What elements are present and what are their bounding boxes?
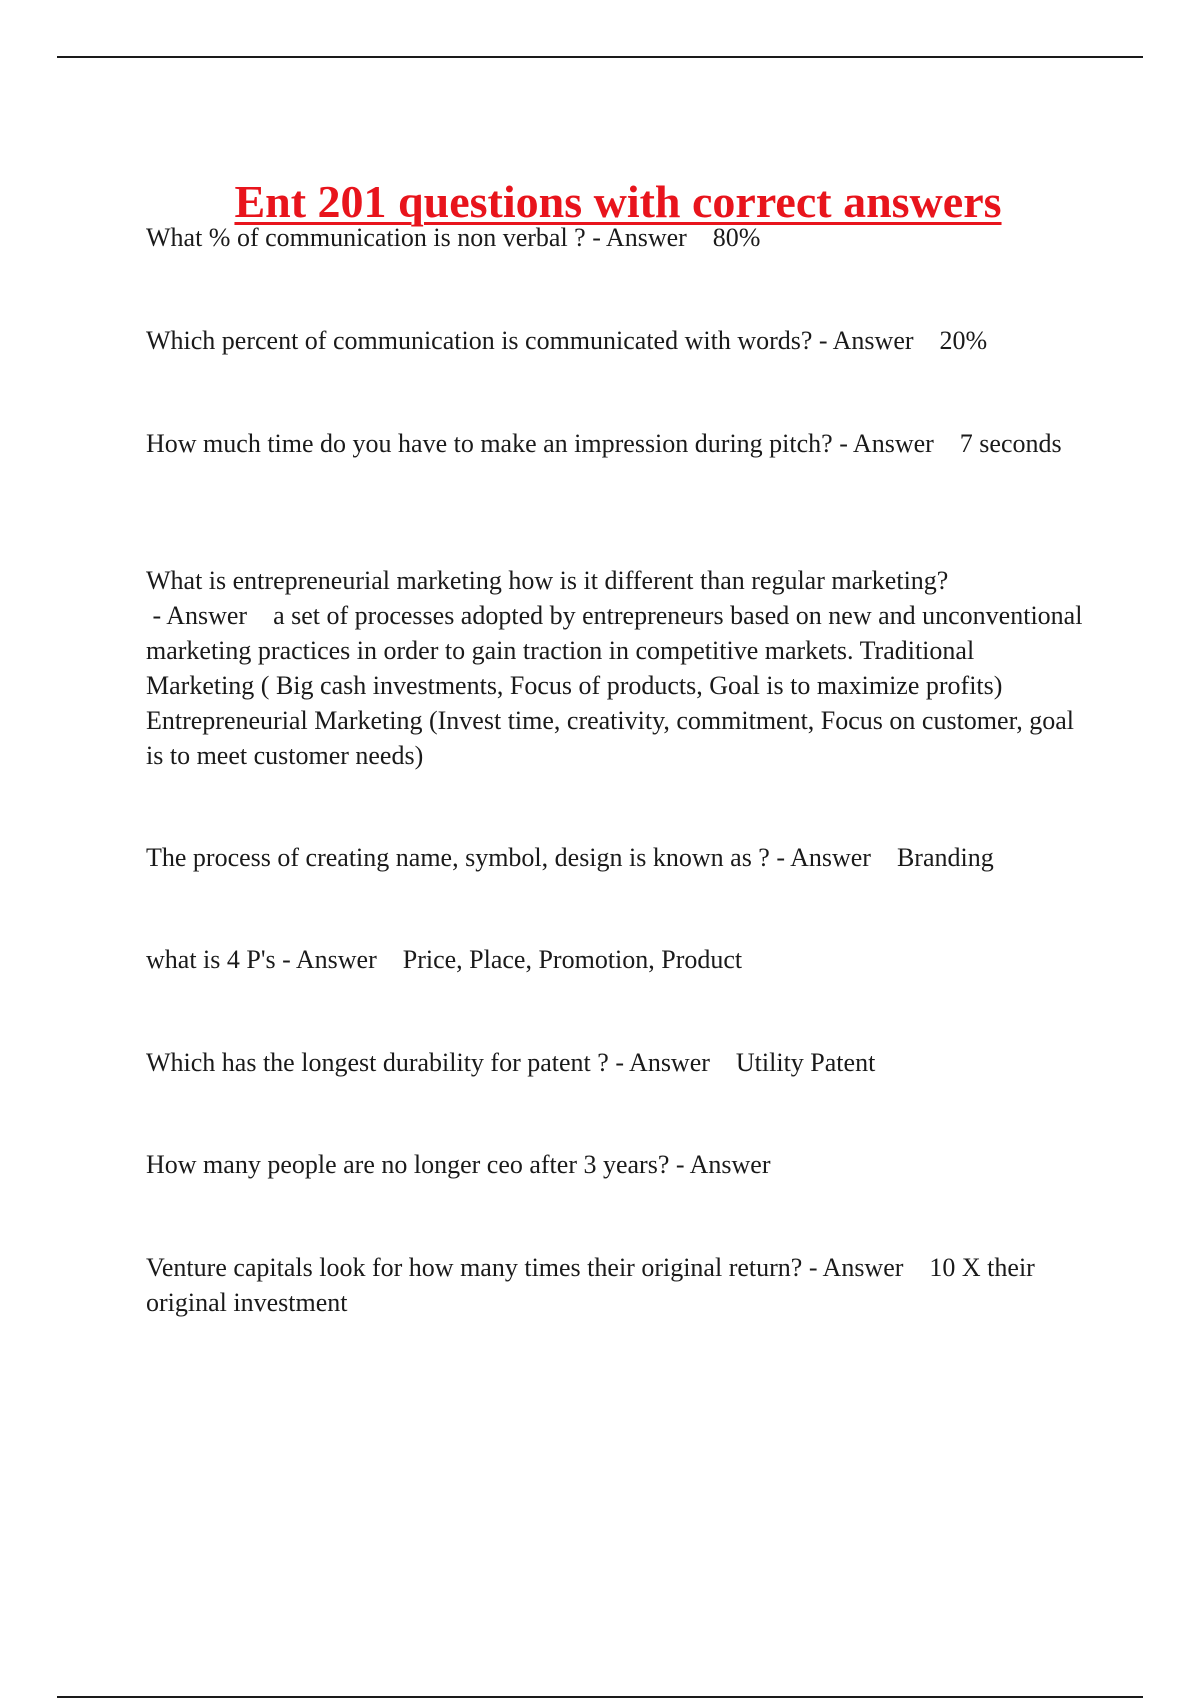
answer-separator: - Answer: [608, 1048, 736, 1077]
question-text: The process of creating name, symbol, design is known as ?: [146, 843, 770, 872]
question-text: How much time do you have to make an impression during pitch?: [146, 429, 833, 458]
answer-separator: - Answer: [812, 326, 940, 355]
question-text: Venture capitals look for how many times their original return?: [146, 1253, 803, 1282]
answer-text: 10 X their original investment: [146, 1253, 1035, 1317]
qa-item: [146, 1147, 1086, 1182]
answer-separator: - Answer: [275, 945, 403, 974]
qa-item: [146, 840, 1086, 875]
question-text: Which percent of communication is communicated with words?: [146, 326, 813, 355]
answer-separator: - Answer: [832, 429, 960, 458]
answer-text: 7 seconds: [959, 429, 1062, 458]
question-text: How many people are no longer ceo after 3 years?: [146, 1150, 670, 1179]
answer-text: 20%: [939, 326, 988, 355]
document-title: Ent 201 questions with correct answers: [234, 175, 1002, 227]
answer-separator: - Answer: [585, 223, 713, 252]
answer-text: Price, Place, Promotion, Product: [402, 945, 743, 974]
top-rule: [57, 56, 1143, 58]
qa-item: [146, 1250, 1086, 1320]
qa-item: [146, 942, 1086, 977]
answer-text: Branding: [896, 843, 994, 872]
answer-separator: - Answer: [769, 843, 897, 872]
qa-item: [146, 323, 1086, 358]
answer-text: a set of processes adopted by entrepreneurs based on new and unconventional marketing practices in order to gain traction in competitive markets. Traditional Marketing ( Big cash investments, Focus of products, Goal is to maximize profits) Entrepreneurial Marketing (Invest time, creativity, commitment, Focus on customer, goal is to meet customer needs): [146, 601, 1083, 770]
answer-separator: - Answer: [669, 1150, 797, 1179]
question-text: what is 4 P's: [146, 945, 276, 974]
qa-item: [146, 1045, 1086, 1080]
answer-separator: - Answer: [146, 601, 274, 630]
answer-separator: - Answer: [802, 1253, 930, 1282]
answer-text: Utility Patent: [735, 1048, 876, 1077]
bottom-rule: [57, 1696, 1143, 1698]
qa-item: [146, 426, 1086, 461]
question-text: What % of communication is non verbal ?: [146, 223, 586, 252]
qa-item: [146, 563, 1086, 773]
answer-text: 80%: [712, 223, 761, 252]
question-text: What is entrepreneurial marketing how is it different than regular marketing?: [146, 566, 949, 595]
qa-item: [146, 220, 1086, 255]
question-text: Which has the longest durability for patent ?: [146, 1048, 609, 1077]
